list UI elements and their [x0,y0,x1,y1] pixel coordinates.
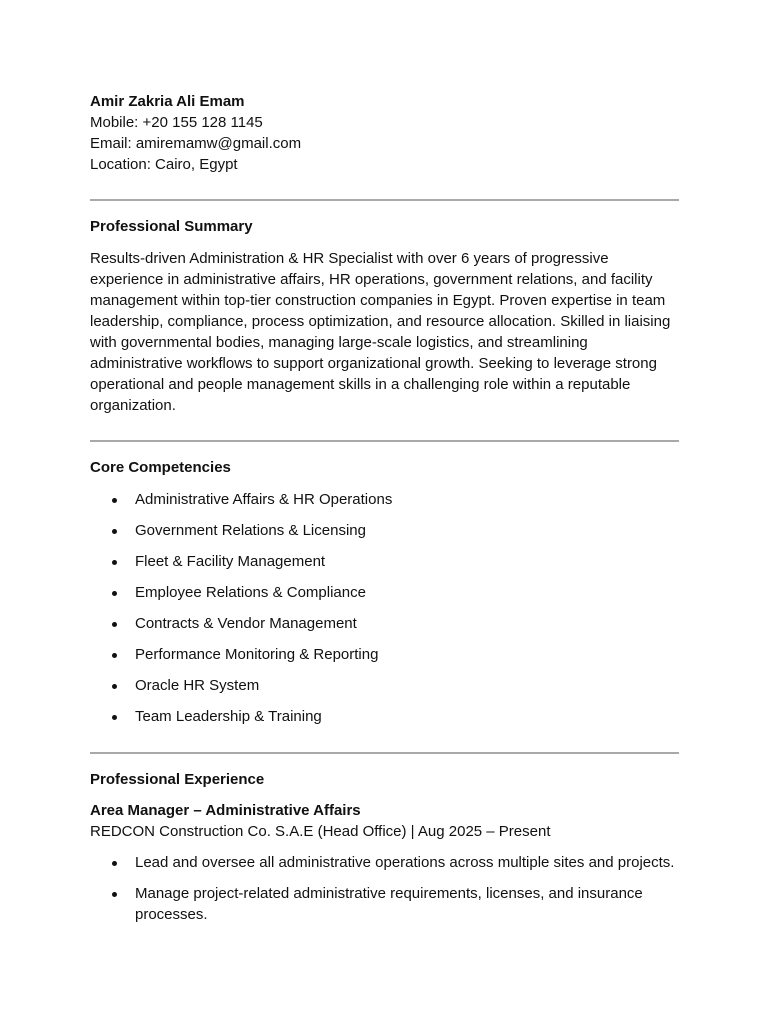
location-line: Location: Cairo, Egypt [90,156,238,173]
list-item: Government Relations & Licensing [90,520,680,541]
bullet-icon [112,861,117,866]
competencies-title: Core Competencies [90,459,231,476]
list-item: Performance Monitoring & Reporting [90,644,680,665]
bullet-icon [112,715,117,720]
list-item: Manage project-related administrative requirements, licenses, and insurance processes. [90,883,680,925]
bullet-icon [112,892,117,897]
experience-title: Professional Experience [90,771,265,788]
list-item: Administrative Affairs & HR Operations [90,489,680,510]
section-divider [90,199,679,201]
bullet-icon [112,684,117,689]
candidate-name: Amir Zakria Ali Emam [90,93,245,110]
section-divider [90,440,679,442]
list-item: Contracts & Vendor Management [90,613,680,634]
list-item: Oracle HR System [90,675,680,696]
list-item: Team Leadership & Training [90,706,680,727]
summary-title: Professional Summary [90,218,253,235]
list-item: Fleet & Facility Management [90,551,680,572]
job-entry [90,800,680,925]
section-divider [90,752,679,754]
bullet-icon [112,591,117,596]
job-title: Area Manager – Administrative Affairs [90,802,361,819]
summary-section [90,216,680,416]
job-company: REDCON Construction Co. S.A.E (Head Office) | Aug 2025 – Present [90,823,551,840]
competencies-section [90,457,680,727]
email-line: Email: amiremamw@gmail.com [90,135,302,152]
competencies-list [90,489,680,727]
job-bullets [90,852,680,925]
resume-page [90,91,680,925]
bullet-icon [112,622,117,627]
bullet-icon [112,560,117,565]
mobile-line: Mobile: +20 155 128 1145 [90,114,263,131]
summary-text: Results-driven Administration & HR Specialist with over 6 years of progressive experience in administrative affairs, HR operations, government relations, and facility management within top-tier construction companies in Egypt. Proven expertise in team leadership, compliance, process optimization, and resource allocation. Skilled in liaising with governmental bodies, managing large-scale logistics, and streamlining administrative workflows to support organizational growth. Seeking to leverage strong operational and people management skills in a challenging role within a reputable organization. [90,250,671,414]
bullet-icon [112,498,117,503]
list-item: Lead and oversee all administrative operations across multiple sites and projects. [90,852,680,873]
experience-section [90,769,680,925]
bullet-icon [112,529,117,534]
list-item: Employee Relations & Compliance [90,582,680,603]
bullet-icon [112,653,117,658]
contact-block [90,91,680,175]
